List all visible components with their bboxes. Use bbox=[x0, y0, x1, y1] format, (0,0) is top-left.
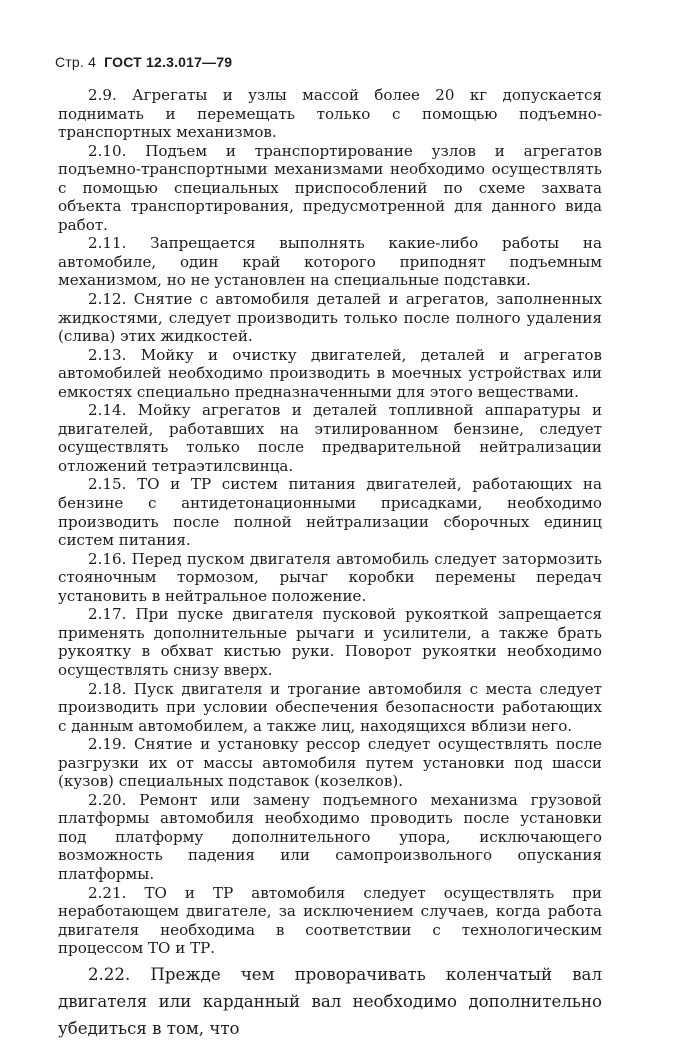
paragraph-2-22: 2.22. Прежде чем проворачивать коленчатый вал двигателя или карданный вал необходимо дополнительно убедиться в том, что bbox=[58, 964, 602, 1038]
page-header bbox=[55, 54, 232, 70]
paragraph-2-17: 2.17. При пуске двигателя пусковой рукояткой запрещается применять дополнительные рычаги и усилители, а также брать рукоятку в обхват кистью руки. Поворот рукоятки необходимо осуществлять снизу вверх. bbox=[58, 605, 602, 679]
paragraph-2-21: 2.21. ТО и ТР автомобиля следует осуществлять при неработающем двигателе, за исключением случаев, когда работа двигателя необходима в соответствии с технологическим процессом ТО и ТР. bbox=[58, 883, 602, 958]
standard-designation: ГОСТ 12.3.017—79 bbox=[104, 54, 233, 70]
paragraph-2-16: 2.16. Перед пуском двигателя автомобиль следует затормозить стояночным тормозом, рычаг коробки перемены передач установить в нейтральное положение. bbox=[58, 549, 602, 605]
paragraph-2-14: 2.14. Мойку агрегатов и деталей топливной аппаратуры и двигателей, работавших на этилированном бензине, следует осуществлять только после предварительной нейтрализации отложений тетраэтилсвинца. bbox=[58, 401, 602, 475]
paragraph-2-9: 2.9. Агрегаты и узлы массой более 20 кг допускается поднимать и перемещать только с помощью подъемно-транспортных механизмов. bbox=[58, 86, 602, 142]
paragraph-2-10: 2.10. Подъем и транспортирование узлов и агрегатов подъемно-транспортными механизмами необходимо осуществлять с помощью специальных приспособлений по схеме захвата объекта транспортирования, предусмотренной для данного вида работ. bbox=[58, 141, 602, 234]
paragraph-2-12: 2.12. Снятие с автомобиля деталей и агрегатов, заполненных жидкостями, следует производить только после полного удаления (слива) этих жидкостей. bbox=[58, 290, 602, 346]
paragraph-2-19: 2.19. Снятие и установку рессор следует осуществлять после разгрузки их от массы автомобиля путем установки под шасси (кузов) специальных подставок (козелков). bbox=[58, 735, 602, 791]
page-number-label: Стр. 4 bbox=[55, 54, 97, 70]
paragraph-2-15: 2.15. ТО и ТР систем питания двигателей, работающих на бензине с антидетонационными присадками, необходимо производить после полной нейтрализации сборочных единиц систем питания. bbox=[58, 475, 602, 550]
paragraph-2-20: 2.20. Ремонт или замену подъемного механизма грузовой платформы автомобиля необходимо проводить после установки под платформу дополнительного упора, исключающего возможность падения или самопроизвольного опускания платформы. bbox=[58, 790, 602, 883]
paragraph-2-18: 2.18. Пуск двигателя и трогание автомобиля с места следует производить при условии обеспечения безопасности работающих с данным автомобилем, а также лиц, находящихся вблизи него. bbox=[58, 679, 602, 735]
paragraph-2-13: 2.13. Мойку и очистку двигателей, деталей и агрегатов автомобилей необходимо производить в моечных устройствах или емкостях специально предназначенными для этого веществами. bbox=[58, 345, 602, 401]
paragraph-2-11: 2.11. Запрещается выполнять какие-либо работы на автомобиле, один край которого приподнят подъемным механизмом, но не установлен на специальные подставки. bbox=[58, 234, 602, 290]
document-body bbox=[58, 86, 602, 1042]
